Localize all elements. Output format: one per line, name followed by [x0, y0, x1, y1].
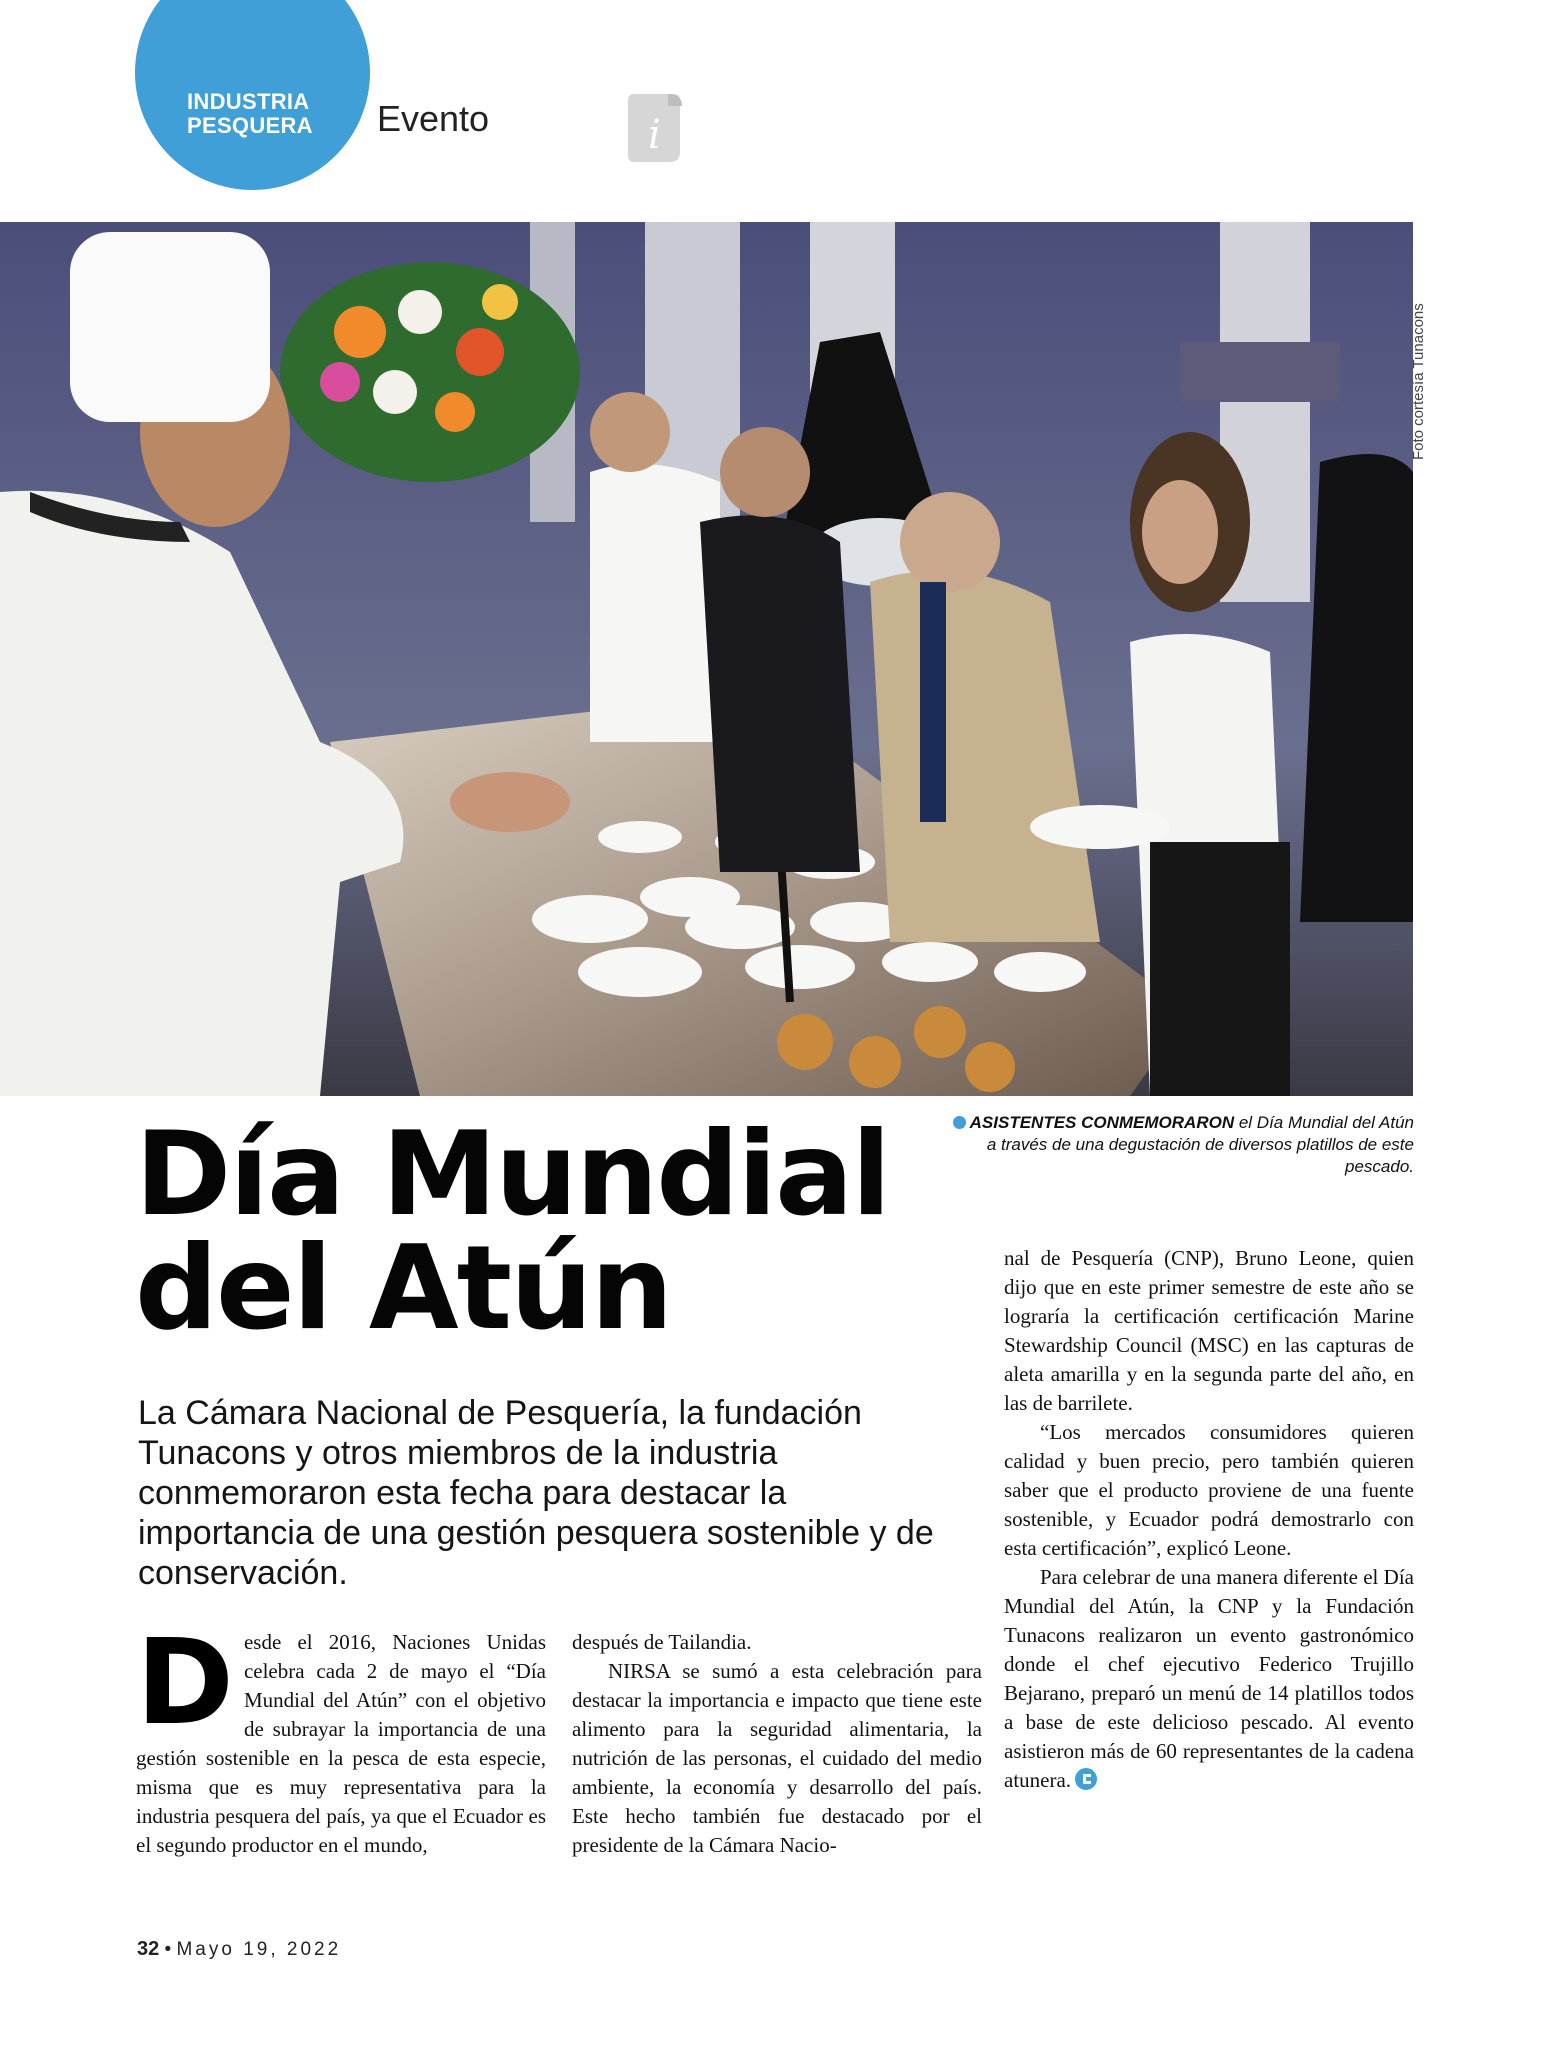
- deck: La Cámara Nacional de Pesquería, la fundación Tunacons y otros miembros de la industria conmemoraron esta fecha para destacar la importancia de una gestión pesquera sostenible y de conservación.: [138, 1394, 934, 1592]
- col3-paragraph-3: [1004, 1563, 1414, 1795]
- subsection-title: Evento: [377, 98, 490, 139]
- dropcap: D: [136, 1613, 234, 1751]
- headline-line2: del Atún: [135, 1221, 672, 1356]
- event-photo: [0, 222, 1413, 1096]
- section-label: [187, 90, 313, 138]
- col3-paragraph-1: nal de Pesquería (CNP), Bruno Leone, quien dijo que en este primer semestre de este año se lograría la certificación certificación Marine Stewardship Council (MSC) en las capturas de aleta amarilla y en la segunda parte del año, en las de barrilete.: [1004, 1246, 1414, 1415]
- col3-paragraph-2: “Los mercados consumidores quieren calidad y buen precio, pero también quieren saber que el producto proviene de una fuente sostenible, y Ecuador podrá demostrarlo con esta certificación”, explicó Leone.: [1004, 1420, 1414, 1560]
- body-column-1: [136, 1613, 546, 1860]
- end-mark-icon: [1075, 1768, 1097, 1790]
- col1-paragraph-1: esde el 2016, Naciones Unidas celebra cada 2 de mayo el “Día Mundial del Atún” con el objetivo de subrayar la importancia de una gestión sostenible en la pesca de esta especie, misma que es muy representativa para la industria pesquera del país, ya que el Ecuador es el segundo productor en el mundo,: [136, 1630, 546, 1857]
- footer-bullet: •: [164, 1939, 172, 1960]
- photo-caption: [944, 1112, 1414, 1178]
- caption-lead: ASISTENTES CONMEMORARON: [969, 1113, 1235, 1132]
- col2-paragraph-1: después de Tailandia.: [572, 1630, 752, 1654]
- headline: [135, 1107, 965, 1356]
- caption-text: el Día Mundial del Atún a través de una degustación de diversos platillos de este pescado.: [986, 1113, 1414, 1176]
- headline-line1: Día Mundial: [135, 1107, 890, 1242]
- info-icon: [622, 92, 686, 164]
- page-number: 32: [137, 1938, 160, 1960]
- photo-credit: Foto cortesía Tunacons: [1410, 303, 1427, 460]
- issue-date: Mayo 19, 2022: [176, 1939, 342, 1960]
- body-column-2: [572, 1628, 982, 1860]
- body-column-3: [1004, 1244, 1414, 1795]
- svg-text:i: i: [648, 112, 661, 158]
- col3-paragraph-3-text: Para celebrar de una manera diferente el Día Mundial del Atún, la CNP y la Fundación Tunacons realizaron un evento gastronómico donde el chef ejecutivo Federico Trujillo Bejarano, preparó un menú de 14 platillos todos a base de este delicioso pescado. Al evento asistieron más de 60 representantes de la cadena atunera.: [1004, 1565, 1414, 1792]
- col2-paragraph-2: NIRSA se sumó a esta celebración para destacar la importancia e impacto que tiene este alimento para la seguridad alimentaria, la nutrición de las personas, el cuidado del medio ambiente, la economía y desarrollo del país. Este hecho también fue destacado por el presidente de la Cámara Nacio-: [572, 1659, 982, 1857]
- page-footer: [137, 1938, 341, 1961]
- event-photo-illustration: [0, 222, 1413, 1096]
- section-label-line2: PESQUERA: [187, 113, 313, 138]
- section-label-line1: INDUSTRIA: [187, 89, 310, 114]
